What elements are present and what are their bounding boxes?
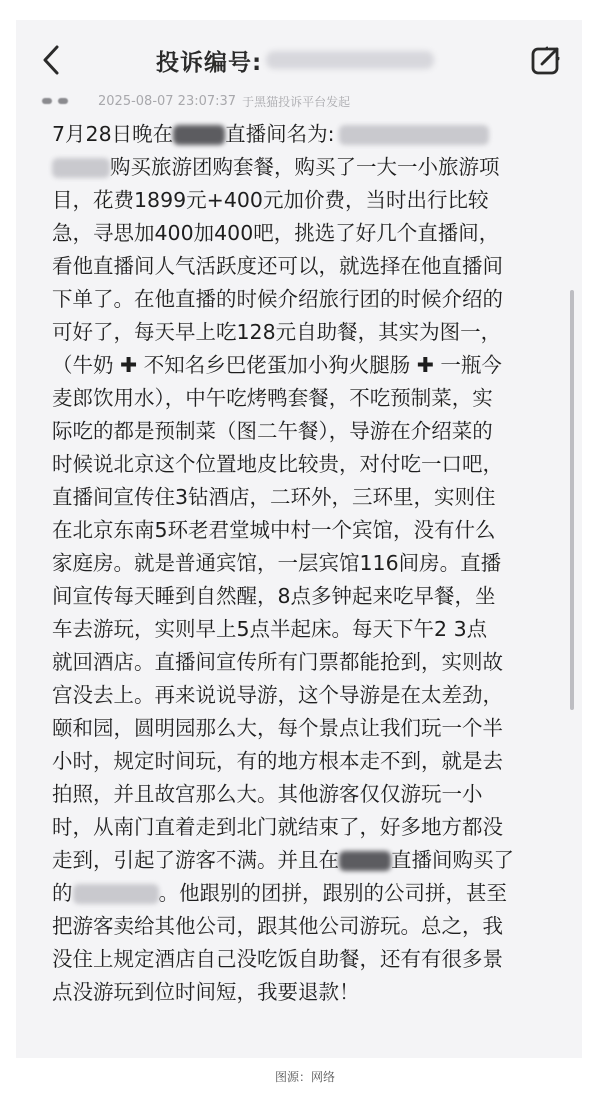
complaint-text-line xyxy=(52,745,552,778)
text-segment: 家庭房。就是普通宾馆，一层宾馆116间房。直播 xyxy=(52,551,502,575)
text-segment: 时候说北京这个位置地皮比较贵，对付吃一口吧， xyxy=(52,452,503,476)
text-segment: 直播间宣传住3钻酒店，二环外，三环里，实则住 xyxy=(52,485,496,509)
text-segment: 把游客卖给其他公司，跟其他公司游玩。总之，我 xyxy=(52,914,503,938)
text-segment: 。他跟别的团拼，跟别的公司拼，甚至 xyxy=(158,881,507,905)
complaint-text-line xyxy=(52,877,552,910)
complaint-text-line xyxy=(52,613,552,646)
page-title-area xyxy=(156,42,434,78)
complaint-text-line xyxy=(52,514,552,547)
complaint-text-line xyxy=(52,217,552,250)
complaint-text-line xyxy=(52,118,552,151)
text-segment: 走到，引起了游客不满。并且在 xyxy=(52,848,339,872)
text-segment: （牛奶 ✚ 不知名乡巴佬蛋加小狗火腿肠 ✚ 一瓶今 xyxy=(52,353,502,377)
redacted-text xyxy=(52,158,110,178)
text-segment: 直播间名为: xyxy=(225,122,335,146)
page-title: 投诉编号: xyxy=(156,49,263,76)
text-segment: 际吃的都是预制菜（图二午餐），导游在介绍菜的 xyxy=(52,419,493,443)
redacted-text xyxy=(339,851,391,871)
complaint-text-line xyxy=(52,778,552,811)
text-segment: 间宣传每天睡到自然醒，8点多钟起来吃早餐，坐 xyxy=(52,584,496,608)
complaint-meta xyxy=(42,90,350,112)
redacted-complaint-number xyxy=(266,51,434,69)
chevron-left-icon xyxy=(41,44,61,76)
text-segment: 没住上规定酒店自己没吃饭自助餐，还有有很多景 xyxy=(52,947,503,971)
back-button[interactable] xyxy=(36,42,66,78)
complaint-text-line xyxy=(52,349,552,382)
text-segment: 急，寻思加400加400吧，挑选了好几个直播间， xyxy=(52,221,500,245)
text-segment: 7月28日晚在 xyxy=(52,122,174,146)
redacted-text xyxy=(339,125,489,145)
complaint-text-line xyxy=(52,151,552,184)
text-segment: 在北京东南5环老君堂城中村一个宾馆，没有什么 xyxy=(52,518,496,542)
redacted-text xyxy=(173,125,225,145)
complaint-text-line xyxy=(52,811,552,844)
external-link-icon xyxy=(530,44,562,76)
complaint-text-line xyxy=(52,481,552,514)
text-segment: 购买旅游团购套餐，购买了一大一小旅游项 xyxy=(110,155,500,179)
source-label: 于黑猫投诉平台发起 xyxy=(242,94,351,109)
complaint-text-line xyxy=(52,646,552,679)
complaint-text-line xyxy=(52,415,552,448)
complaint-text-line xyxy=(52,712,552,745)
complaint-text-line xyxy=(52,943,552,976)
text-segment: 点没游玩到位时间短，我要退款！ xyxy=(52,980,360,1004)
text-segment: 目，花费1899元+400元加价费，当时出行比较 xyxy=(52,188,489,212)
complaint-text-line xyxy=(52,844,552,877)
complaint-text-line xyxy=(52,382,552,415)
share-button[interactable] xyxy=(528,42,564,78)
text-segment: 麦郎饮用水），中午吃烤鸭套餐，不吃预制菜，实 xyxy=(52,386,493,410)
text-segment: 车去游玩，实则早上5点半起床。每天下午2 3点 xyxy=(52,617,488,641)
complaint-text-line xyxy=(52,910,552,943)
complaint-text-line xyxy=(52,679,552,712)
timestamp: 2025-08-07 23:07:37 xyxy=(98,93,237,109)
complaint-text-line xyxy=(52,316,552,349)
complaint-body xyxy=(52,118,552,1009)
text-segment: 小时，规定时间玩，有的地方根本走不到，就是去 xyxy=(52,749,503,773)
text-segment: 宫没去上。再来说说导游，这个导游是在太差劲， xyxy=(52,683,503,707)
text-segment: 的 xyxy=(52,881,73,905)
complaint-text-line xyxy=(52,580,552,613)
user-avatar xyxy=(42,94,90,108)
complaint-text-line xyxy=(52,283,552,316)
redacted-text xyxy=(73,884,159,904)
complaint-text-line xyxy=(52,976,552,1009)
complaint-card xyxy=(16,20,582,1058)
text-segment: 直播间购买了 xyxy=(391,848,514,872)
text-segment: 时，从南门直着走到北门就结束了，好多地方都没 xyxy=(52,815,503,839)
complaint-text-line xyxy=(52,448,552,481)
text-segment: 颐和园，圆明园那么大，每个景点让我们玩一个半 xyxy=(52,716,503,740)
complaint-text-line xyxy=(52,250,552,283)
text-segment: 拍照，并且故宫那么大。其他游客仅仅游玩一小 xyxy=(52,782,483,806)
top-bar xyxy=(16,20,582,98)
text-segment: 就回酒店。直播间宣传所有门票都能抢到，实则故 xyxy=(52,650,503,674)
complaint-text-line xyxy=(52,547,552,580)
text-segment: 下单了。在他直播的时候介绍旅行团的时候介绍的 xyxy=(52,287,503,311)
image-caption: 图源：网络 xyxy=(274,1070,335,1084)
complaint-text-line xyxy=(52,184,552,217)
text-segment: 可好了，每天早上吃128元自助餐，其实为图一， xyxy=(52,320,502,344)
text-segment: 看他直播间人气活跃度还可以，就选择在他直播间 xyxy=(52,254,503,278)
scrollbar[interactable] xyxy=(570,290,574,710)
